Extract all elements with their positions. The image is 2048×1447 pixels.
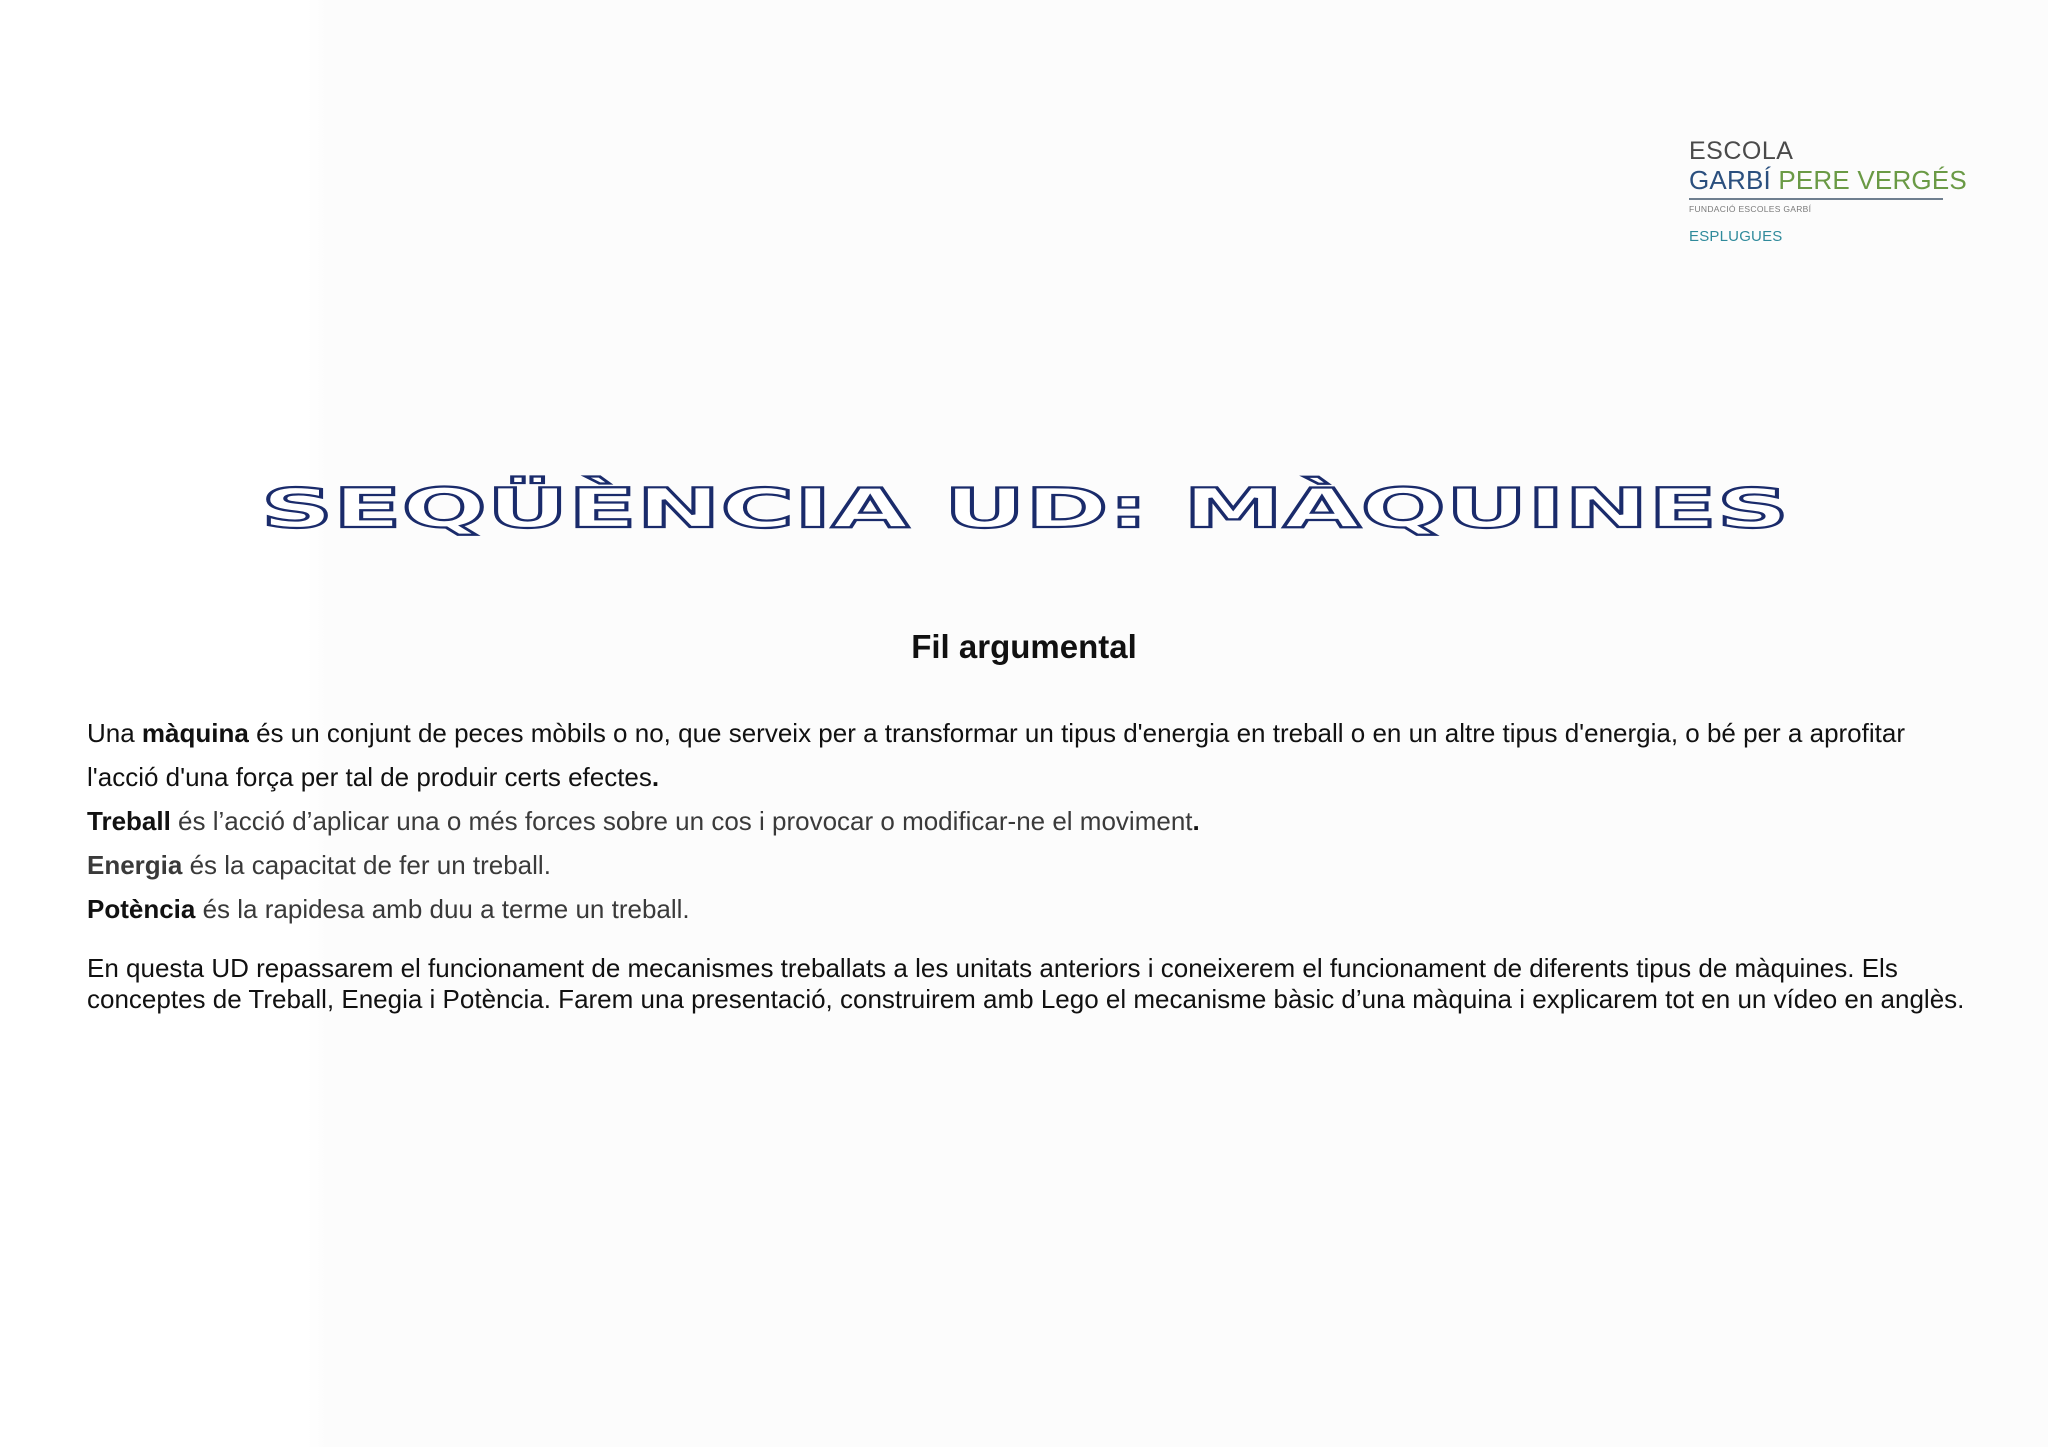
logo-name-garbi: GARBÍ [1689, 165, 1771, 195]
term-potencia: Potència [87, 894, 196, 924]
logo-line-escola: ESCOLA [1689, 137, 1794, 165]
term-treball: Treball [87, 806, 171, 836]
title-text: SEQÜÈNCIA UD: MÀQUINES [261, 477, 1789, 540]
document-body [87, 711, 1987, 1014]
logo-line-school-name [1689, 165, 1967, 195]
section-subtitle: Fil argumental [911, 628, 1137, 665]
logo-divider [1689, 198, 1943, 200]
logo-line-location: ESPLUGUES [1689, 228, 1783, 245]
document-title [255, 475, 1795, 545]
term-energia: Energia [87, 850, 183, 880]
definition-energia: Energia és la capacitat de fer un treball. [87, 850, 551, 880]
logo-name-pere-verges: PERE VERGÉS [1770, 165, 1967, 195]
definition-treball: Treball és l’acció d’aplicar una o més forces sobre un cos i provocar o modificar-ne el moviment. [87, 806, 1200, 836]
term-maquina: màquina [141, 718, 249, 748]
logo-line-foundation: FUNDACIÓ ESCOLES GARBÍ [1689, 204, 1812, 214]
definition-maquina: Una màquina és un conjunt de peces mòbils o no, que serveix per a transformar un tipus d'energia en treball o en un altre tipus d'energia, o bé per a aprofitar [87, 718, 1905, 748]
definition-potencia: Potència és la rapidesa amb duu a terme un treball. [87, 894, 690, 924]
intro-paragraph: En questa UD repassarem el funcionament de mecanismes treballats a les unitats anteriors i coneixerem el funcionament de diferents tipus de màquines. Els conceptes de Treball, Enegia i Potència. Farem una presentació, construirem amb Lego el mecanisme bàsic d’una màquina i explicarem tot en un vídeo en anglès. [87, 953, 1965, 1014]
school-logo [1689, 137, 1967, 245]
definition-maquina-continued: l'acció d'una força per tal de produir certs efectes. [87, 762, 660, 792]
title-outline-text [255, 475, 1795, 545]
